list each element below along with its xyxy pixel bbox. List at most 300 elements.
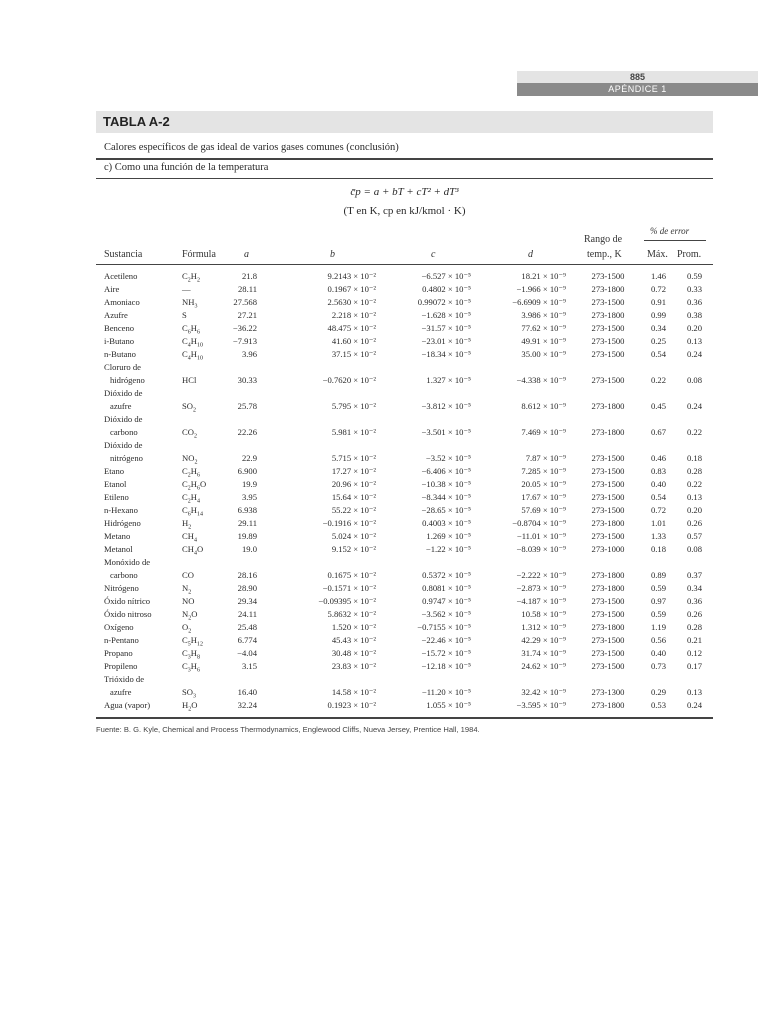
row-coef-b: 14.58 × 10⁻² (331, 687, 376, 697)
row-coef-c: −1.22 × 10⁻⁵ (425, 544, 471, 554)
row-formula: $C_6H_{14}$ (182, 505, 203, 518)
row-coef-b: 45.43 × 10⁻² (331, 635, 376, 645)
table-row-label-line (0, 361, 768, 374)
row-substance-name: Monóxido de (104, 557, 151, 567)
row-error-prom: 0.22 (686, 479, 702, 489)
row-coef-a: 29.34 (237, 596, 257, 606)
row-coef-c: −6.527 × 10⁻⁵ (421, 271, 471, 281)
row-coef-b: 0.1967 × 10⁻² (327, 284, 376, 294)
row-error-max: 0.91 (650, 297, 666, 307)
row-coef-d: 7.469 × 10⁻⁹ (521, 427, 566, 437)
table-row (0, 569, 768, 582)
row-coef-a: 3.96 (241, 349, 257, 359)
row-coef-d: 42.29 × 10⁻⁹ (521, 635, 566, 645)
row-substance-name-cont: azufre (110, 401, 132, 411)
row-coef-b: 17.27 × 10⁻² (331, 466, 376, 476)
row-coef-d: 49.91 × 10⁻⁹ (521, 336, 566, 346)
row-error-prom: 0.57 (686, 531, 702, 541)
table-row (0, 595, 768, 608)
row-substance-name: Agua (vapor) (104, 700, 151, 710)
table-row (0, 283, 768, 296)
row-formula: $SO_3$ (182, 687, 196, 700)
row-error-max: 1.46 (650, 271, 666, 281)
row-substance-name: n-Pentano (104, 635, 139, 645)
row-coef-a: 24.11 (237, 609, 257, 619)
row-coef-d: 17.67 × 10⁻⁹ (521, 492, 566, 502)
row-coef-c: 1.055 × 10⁻⁵ (426, 700, 471, 710)
row-coef-c: −3.562 × 10⁻⁵ (421, 609, 471, 619)
row-coef-a: 22.26 (237, 427, 257, 437)
row-error-max: 0.59 (650, 583, 666, 593)
table-row (0, 699, 768, 712)
col-max: Máx. (647, 249, 668, 260)
row-temp-range: 273-1500 (591, 349, 625, 359)
row-temp-range: 273-1500 (591, 648, 625, 658)
row-coef-a: 27.568 (233, 297, 257, 307)
row-error-prom: 0.26 (686, 518, 702, 528)
table-row (0, 309, 768, 322)
row-substance-name: Oxígeno (104, 622, 134, 632)
table-row (0, 348, 768, 361)
table-row (0, 478, 768, 491)
row-coef-c: −3.812 × 10⁻⁵ (421, 401, 471, 411)
row-temp-range: 273-1800 (591, 284, 625, 294)
row-coef-b: 5.981 × 10⁻² (331, 427, 376, 437)
row-coef-c: −10.38 × 10⁻⁵ (421, 479, 471, 489)
row-coef-a: 6.938 (237, 505, 257, 515)
row-substance-name: Propano (104, 648, 133, 658)
row-temp-range: 273-1800 (591, 427, 625, 437)
row-coef-d: −1.966 × 10⁻⁹ (516, 284, 566, 294)
row-temp-range: 273-1500 (591, 271, 625, 281)
row-error-prom: 0.36 (686, 297, 702, 307)
row-substance-name-cont: hidrógeno (110, 375, 145, 385)
row-coef-c: 1.269 × 10⁻⁵ (426, 531, 471, 541)
row-temp-range: 273-1000 (591, 544, 625, 554)
row-coef-a: −7.913 (232, 336, 257, 346)
page-number: 885 (517, 71, 758, 83)
row-substance-name: n-Hexano (104, 505, 138, 515)
row-temp-range: 273-1500 (591, 323, 625, 333)
row-error-max: 0.25 (650, 336, 666, 346)
row-formula: $H_2O$ (182, 700, 198, 713)
row-coef-c: −3.501 × 10⁻⁵ (421, 427, 471, 437)
row-coef-b: 5.8632 × 10⁻² (327, 609, 376, 619)
row-coef-b: 9.152 × 10⁻² (331, 544, 376, 554)
row-substance-name: Etano (104, 466, 125, 476)
row-error-prom: 0.59 (686, 271, 702, 281)
row-temp-range: 273-1800 (591, 700, 625, 710)
row-coef-d: −4.338 × 10⁻⁹ (516, 375, 566, 385)
row-coef-d: 20.05 × 10⁻⁹ (521, 479, 566, 489)
row-error-prom: 0.37 (686, 570, 702, 580)
row-temp-range: 273-1800 (591, 310, 625, 320)
row-substance-name: Etanol (104, 479, 127, 489)
row-temp-range: 273-1300 (591, 687, 625, 697)
row-formula: $CH_4O$ (182, 544, 204, 557)
col-prom: Prom. (677, 249, 702, 260)
table-row-label-line (0, 673, 768, 686)
row-coef-a: −4.04 (237, 648, 257, 658)
row-coef-d: −3.595 × 10⁻⁹ (516, 700, 566, 710)
row-coef-d: −2.873 × 10⁻⁹ (516, 583, 566, 593)
col-d: d (528, 249, 533, 260)
row-formula: $N_2O$ (182, 609, 198, 622)
row-coef-c: −15.72 × 10⁻⁵ (421, 648, 471, 658)
row-coef-c: 0.8081 × 10⁻⁵ (422, 583, 471, 593)
table-row (0, 335, 768, 348)
row-coef-c: −18.34 × 10⁻⁵ (421, 349, 471, 359)
table-row-label-line (0, 413, 768, 426)
row-substance-name: Propileno (104, 661, 138, 671)
row-substance-name: n-Butano (104, 349, 136, 359)
row-coef-d: 7.285 × 10⁻⁹ (521, 466, 566, 476)
row-coef-a: 25.78 (237, 401, 257, 411)
row-coef-a: 27.21 (237, 310, 257, 320)
row-coef-c: −28.65 × 10⁻⁵ (421, 505, 471, 515)
row-coef-d: 10.58 × 10⁻⁹ (521, 609, 566, 619)
row-error-max: 0.89 (650, 570, 666, 580)
row-coef-b: 9.2143 × 10⁻² (327, 271, 376, 281)
row-formula: HCl (182, 375, 197, 385)
row-substance-name: Dióxido de (104, 388, 143, 398)
row-error-max: 0.54 (650, 492, 666, 502)
row-coef-c: 0.5372 × 10⁻⁵ (422, 570, 471, 580)
row-formula: $C_2H_2$ (182, 271, 200, 284)
row-coef-a: 6.774 (237, 635, 257, 645)
table-row (0, 647, 768, 660)
row-temp-range: 273-1800 (591, 583, 625, 593)
row-coef-b: 48.475 × 10⁻² (327, 323, 376, 333)
table-row (0, 270, 768, 283)
row-error-prom: 0.08 (686, 375, 702, 385)
row-coef-a: 19.0 (241, 544, 257, 554)
row-formula: CO (182, 570, 194, 580)
row-temp-range: 273-1500 (591, 297, 625, 307)
row-error-max: 0.72 (650, 284, 666, 294)
row-temp-range: 273-1500 (591, 505, 625, 515)
row-formula: $NH_3$ (182, 297, 198, 310)
row-coef-b: 20.96 × 10⁻² (331, 479, 376, 489)
row-error-max: 0.54 (650, 349, 666, 359)
row-error-max: 0.97 (650, 596, 666, 606)
table-row (0, 660, 768, 673)
table-row (0, 465, 768, 478)
table-row (0, 543, 768, 556)
row-coef-c: −6.406 × 10⁻⁵ (421, 466, 471, 476)
row-temp-range: 273-1500 (591, 336, 625, 346)
table-caption: Calores específicos de gas ideal de varios gases comunes (conclusión) (104, 142, 399, 153)
row-formula: NO (182, 596, 195, 606)
row-error-max: 0.72 (650, 505, 666, 515)
row-coef-c: −3.52 × 10⁻⁵ (425, 453, 471, 463)
row-formula: $C_3H_6$ (182, 661, 200, 674)
row-error-prom: 0.24 (686, 401, 702, 411)
col-b: b (330, 249, 335, 260)
row-coef-d: 3.986 × 10⁻⁹ (521, 310, 566, 320)
row-formula: $H_2$ (182, 518, 192, 531)
row-substance-name: Aire (104, 284, 120, 294)
row-substance-name: Acetileno (104, 271, 138, 281)
cp-formula: c̄p = a + bT + cT² + dT³ (350, 186, 459, 198)
col-a: a (244, 249, 249, 260)
row-coef-b: 23.83 × 10⁻² (331, 661, 376, 671)
row-error-max: 1.33 (650, 531, 666, 541)
row-coef-a: 25.48 (237, 622, 257, 632)
row-formula: $C_4H_{10}$ (182, 336, 203, 349)
row-formula: $N_2$ (182, 583, 192, 596)
col-c: c (431, 249, 436, 260)
row-substance-name: Hidrógeno (104, 518, 141, 528)
table-row-label-line (0, 387, 768, 400)
row-substance-name: Óxido nitroso (104, 609, 152, 619)
row-coef-a: 28.11 (237, 284, 257, 294)
row-formula: $CH_4$ (182, 531, 197, 544)
row-coef-d: −6.6909 × 10⁻⁹ (512, 297, 566, 307)
row-error-max: 0.46 (650, 453, 666, 463)
row-substance-name: Nitrógeno (104, 583, 139, 593)
row-substance-name: i-Butano (104, 336, 135, 346)
row-coef-a: 16.40 (237, 687, 257, 697)
row-coef-b: 37.15 × 10⁻² (331, 349, 376, 359)
row-coef-d: 8.612 × 10⁻⁹ (521, 401, 566, 411)
row-temp-range: 273-1800 (591, 622, 625, 632)
row-coef-a: 6.900 (237, 466, 257, 476)
row-coef-d: −2.222 × 10⁻⁹ (516, 570, 566, 580)
row-error-prom: 0.33 (686, 284, 702, 294)
row-coef-c: 0.4003 × 10⁻⁵ (422, 518, 471, 528)
row-formula: S (182, 310, 187, 320)
table-row (0, 452, 768, 465)
row-temp-range: 273-1500 (591, 492, 625, 502)
row-coef-a: 19.9 (241, 479, 257, 489)
row-coef-b: −0.1916 × 10⁻² (322, 518, 376, 528)
table-row (0, 426, 768, 439)
row-coef-d: −8.039 × 10⁻⁹ (516, 544, 566, 554)
row-error-prom: 0.24 (686, 700, 702, 710)
row-error-max: 0.99 (650, 310, 666, 320)
row-coef-c: −22.46 × 10⁻⁵ (421, 635, 471, 645)
row-substance-name: Metanol (104, 544, 133, 554)
table-row (0, 517, 768, 530)
row-substance-name: Cloruro de (104, 362, 141, 372)
row-coef-d: −4.187 × 10⁻⁹ (516, 596, 566, 606)
row-coef-b: 2.5630 × 10⁻² (327, 297, 376, 307)
row-coef-d: 1.312 × 10⁻⁹ (521, 622, 566, 632)
row-error-max: 1.01 (650, 518, 666, 528)
row-substance-name: Amoniaco (104, 297, 140, 307)
row-error-max: 0.56 (650, 635, 666, 645)
row-coef-b: 30.48 × 10⁻² (331, 648, 376, 658)
row-formula: $C_2H_4$ (182, 492, 200, 505)
row-coef-a: 28.16 (237, 570, 257, 580)
row-temp-range: 273-1500 (591, 479, 625, 489)
row-formula: — (182, 284, 191, 294)
row-error-prom: 0.28 (686, 466, 702, 476)
row-coef-d: 18.21 × 10⁻⁹ (521, 271, 566, 281)
row-formula: $C_3H_8$ (182, 648, 200, 661)
row-error-prom: 0.36 (686, 596, 702, 606)
row-error-prom: 0.08 (686, 544, 702, 554)
row-error-prom: 0.21 (686, 635, 702, 645)
row-error-prom: 0.28 (686, 622, 702, 632)
row-coef-b: 5.715 × 10⁻² (331, 453, 376, 463)
row-temp-range: 273-1500 (591, 375, 625, 385)
row-error-max: 1.19 (650, 622, 666, 632)
row-error-max: 0.45 (650, 401, 666, 411)
row-coef-a: 21.8 (241, 271, 257, 281)
row-coef-c: −23.01 × 10⁻⁵ (421, 336, 471, 346)
row-coef-b: 55.22 × 10⁻² (331, 505, 376, 515)
row-coef-d: 7.87 × 10⁻⁹ (525, 453, 566, 463)
row-coef-b: 41.60 × 10⁻² (331, 336, 376, 346)
row-coef-b: 5.795 × 10⁻² (331, 401, 376, 411)
row-formula: $C_4H_{10}$ (182, 349, 203, 362)
row-error-max: 0.73 (650, 661, 666, 671)
row-coef-a: 30.33 (237, 375, 257, 385)
row-error-prom: 0.17 (686, 661, 702, 671)
row-substance-name: Azufre (104, 310, 128, 320)
row-coef-d: −0.8704 × 10⁻⁹ (512, 518, 566, 528)
row-coef-b: 0.1675 × 10⁻² (327, 570, 376, 580)
row-temp-range: 273-1800 (591, 401, 625, 411)
row-coef-c: 0.4802 × 10⁻⁵ (422, 284, 471, 294)
row-error-max: 0.53 (650, 700, 666, 710)
table-row (0, 322, 768, 335)
row-substance-name: Etileno (104, 492, 129, 502)
row-coef-a: 22.9 (241, 453, 257, 463)
row-coef-a: 32.24 (237, 700, 257, 710)
row-coef-b: 2.218 × 10⁻² (331, 310, 376, 320)
col-rango-line2: temp., K (587, 249, 622, 260)
table-row (0, 491, 768, 504)
row-substance-name-cont: azufre (110, 687, 132, 697)
row-error-max: 0.59 (650, 609, 666, 619)
row-formula: $O_2$ (182, 622, 192, 635)
row-formula: $C_2H_6$ (182, 466, 200, 479)
row-error-max: 0.83 (650, 466, 666, 476)
row-coef-c: −0.7155 × 10⁻⁵ (417, 622, 471, 632)
row-coef-a: 3.15 (241, 661, 257, 671)
row-error-prom: 0.26 (686, 609, 702, 619)
row-formula: $C_2H_6O$ (182, 479, 207, 492)
row-formula: $C_6H_6$ (182, 323, 200, 336)
row-error-prom: 0.24 (686, 349, 702, 359)
row-coef-b: −0.1571 × 10⁻² (322, 583, 376, 593)
table-row (0, 504, 768, 517)
row-substance-name: Metano (104, 531, 131, 541)
row-error-prom: 0.12 (686, 648, 702, 658)
table-row-label-line (0, 556, 768, 569)
table-row (0, 621, 768, 634)
formula-units: (T en K, cp en kJ/kmol · K) (343, 205, 466, 217)
col-sustancia: Sustancia (104, 249, 143, 260)
row-temp-range: 273-1500 (591, 531, 625, 541)
row-coef-c: −12.18 × 10⁻⁵ (421, 661, 471, 671)
row-error-max: 0.22 (650, 375, 666, 385)
row-coef-b: 5.024 × 10⁻² (331, 531, 376, 541)
row-coef-c: −1.628 × 10⁻⁵ (421, 310, 471, 320)
row-temp-range: 273-1500 (591, 453, 625, 463)
row-coef-b: −0.09395 × 10⁻² (318, 596, 376, 606)
row-coef-d: 31.74 × 10⁻⁹ (521, 648, 566, 658)
table-row (0, 582, 768, 595)
row-error-max: 0.34 (650, 323, 666, 333)
row-substance-name: Dióxido de (104, 414, 143, 424)
row-coef-b: 0.1923 × 10⁻² (327, 700, 376, 710)
table-row (0, 608, 768, 621)
row-error-prom: 0.13 (686, 687, 702, 697)
row-coef-d: 35.00 × 10⁻⁹ (521, 349, 566, 359)
row-error-max: 0.29 (650, 687, 666, 697)
row-coef-c: 0.9747 × 10⁻⁵ (422, 596, 471, 606)
row-substance-name-cont: carbono (110, 427, 138, 437)
row-temp-range: 273-1500 (591, 661, 625, 671)
col-formula: Fórmula (182, 249, 216, 260)
row-formula: $CO_2$ (182, 427, 197, 440)
row-error-max: 0.18 (650, 544, 666, 554)
table-subcaption: c) Como una función de la temperatura (104, 162, 269, 173)
table-row (0, 400, 768, 413)
row-temp-range: 273-1500 (591, 635, 625, 645)
row-coef-b: 1.520 × 10⁻² (331, 622, 376, 632)
row-error-prom: 0.18 (686, 453, 702, 463)
row-temp-range: 273-1800 (591, 570, 625, 580)
col-error-group: % de error (650, 226, 690, 236)
row-error-prom: 0.38 (686, 310, 702, 320)
row-error-prom: 0.13 (686, 492, 702, 502)
row-error-prom: 0.20 (686, 505, 702, 515)
row-error-prom: 0.20 (686, 323, 702, 333)
row-error-max: 0.40 (650, 648, 666, 658)
table-bottom-rule (96, 717, 713, 719)
row-substance-name-cont: carbono (110, 570, 138, 580)
row-coef-c: 0.99072 × 10⁻⁵ (417, 297, 471, 307)
row-error-prom: 0.22 (686, 427, 702, 437)
row-coef-a: 28.90 (237, 583, 257, 593)
row-error-prom: 0.34 (686, 583, 702, 593)
row-substance-name: Óxido nítrico (104, 596, 151, 606)
row-coef-d: 32.42 × 10⁻⁹ (521, 687, 566, 697)
row-formula: $SO_2$ (182, 401, 196, 414)
row-temp-range: 273-1500 (591, 466, 625, 476)
source-footnote: Fuente: B. G. Kyle, Chemical and Process Thermodynamics, Englewood Cliffs, Nueva Jersey, Prentice Hall, 1984. (96, 725, 480, 734)
row-substance-name: Benceno (104, 323, 135, 333)
row-coef-d: −11.01 × 10⁻⁹ (516, 531, 566, 541)
row-coef-d: 57.69 × 10⁻⁹ (521, 505, 566, 515)
row-error-prom: 0.13 (686, 336, 702, 346)
row-coef-a: 19.89 (237, 531, 257, 541)
row-coef-d: 77.62 × 10⁻⁹ (521, 323, 566, 333)
table-row-label-line (0, 439, 768, 452)
table-row (0, 634, 768, 647)
row-coef-c: −31.57 × 10⁻⁵ (421, 323, 471, 333)
row-coef-a: 29.11 (237, 518, 257, 528)
row-coef-b: −0.7620 × 10⁻² (322, 375, 376, 385)
appendix-label: APÉNDICE 1 (517, 83, 758, 96)
row-coef-c: −8.344 × 10⁻⁵ (421, 492, 471, 502)
row-coef-c: −11.20 × 10⁻⁵ (421, 687, 471, 697)
row-coef-c: 1.327 × 10⁻⁵ (426, 375, 471, 385)
col-rango-line1: Rango de (584, 234, 623, 245)
row-coef-d: 24.62 × 10⁻⁹ (521, 661, 566, 671)
row-coef-a: −36.22 (232, 323, 257, 333)
row-temp-range: 273-1500 (591, 596, 625, 606)
row-formula: $NO_2$ (182, 453, 198, 466)
row-coef-b: 15.64 × 10⁻² (331, 492, 376, 502)
row-error-max: 0.67 (650, 427, 666, 437)
table-title: TABLA A-2 (103, 114, 170, 129)
